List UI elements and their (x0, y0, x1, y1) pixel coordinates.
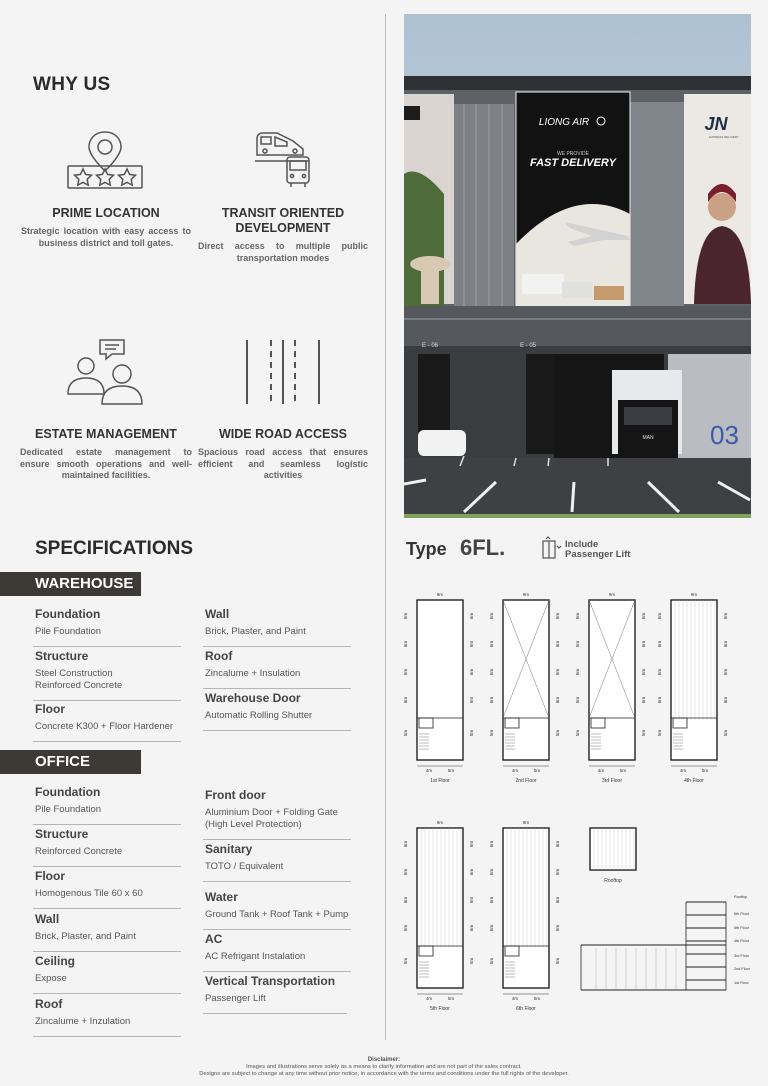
spec-value: Pile Foundation (35, 626, 102, 637)
feature-title: WIDE ROAD ACCESS (218, 427, 347, 441)
dim-depth: 6m (575, 612, 580, 620)
plan-outline (503, 600, 549, 760)
spec-item (35, 954, 185, 985)
feature-transit (198, 206, 368, 264)
dim-depth: 6m (555, 696, 560, 704)
spec-value: Steel Construction Reinforced Concrete (35, 668, 123, 691)
section-level-label: 6th Floor (734, 912, 749, 916)
spec-item (205, 691, 355, 722)
spec-rule (33, 908, 181, 909)
dim-depth: 5m (723, 729, 728, 737)
dim-depth: 6m (641, 668, 646, 676)
spec-label: Warehouse Door (205, 691, 301, 705)
feature-title: PRIME LOCATION (52, 206, 160, 220)
floor-plan (671, 600, 717, 766)
lift-icon (538, 536, 562, 560)
section-level-label: 1st Floor (734, 981, 749, 985)
spec-label: Sanitary (205, 842, 253, 856)
spec-rule (33, 866, 181, 867)
section-level-label: 3rd Floor (734, 954, 750, 958)
dim-depth: 6m (403, 640, 408, 648)
dim-depth: 6m (657, 668, 662, 676)
dim-depth: 6m (575, 640, 580, 648)
spec-item (205, 932, 355, 963)
dim-depth: 5m (555, 957, 560, 965)
dim-bottom: 5m (447, 768, 455, 773)
rooftop-plan (590, 828, 636, 870)
specifications-title: SPECIFICATIONS (35, 538, 193, 559)
dim-width: 9m (522, 820, 530, 825)
rendering-lot-left: E - 06 (422, 343, 439, 349)
spec-label: Floor (35, 869, 65, 883)
dim-depth: 6m (489, 612, 494, 620)
spec-rule (33, 951, 181, 952)
lift-note: Include Passenger Lift (565, 539, 631, 560)
dim-depth: 5m (555, 729, 560, 737)
spec-label: Structure (35, 827, 89, 841)
dim-depth: 5m (575, 729, 580, 737)
feature-estate (20, 427, 192, 482)
plan-outline (417, 828, 463, 988)
spec-item (205, 607, 355, 638)
section-drawing (581, 902, 726, 990)
spec-value: Brick, Plaster, and Paint (205, 626, 306, 637)
dim-depth: 6m (555, 840, 560, 848)
spec-value: Ground Tank + Roof Tank + Pump (205, 909, 349, 920)
spec-rule (33, 1036, 181, 1037)
floor-plan (417, 828, 463, 994)
dim-depth: 6m (403, 668, 408, 676)
spec-item (35, 912, 185, 943)
spec-label: Floor (35, 702, 65, 716)
dim-depth: 6m (469, 668, 474, 676)
floor-label: 5th Floor (430, 1006, 450, 1012)
spec-value: TOTO / Equivalent (205, 861, 284, 872)
train-bus-icon (253, 131, 313, 189)
dim-depth: 6m (469, 640, 474, 648)
spec-label: Roof (35, 997, 63, 1011)
spec-item (35, 649, 185, 692)
rendering-tagline-small: WE PROVIDE (557, 151, 589, 157)
office-band: OFFICE (0, 750, 141, 774)
spec-label: Ceiling (35, 954, 76, 968)
spec-rule (203, 688, 351, 689)
floor-label: 3rd Floor (601, 778, 623, 784)
spec-label: Front door (205, 788, 266, 802)
floor-plan (417, 600, 463, 766)
rendering-brand2-sub: EXPRESS DELIVERY (709, 135, 739, 139)
dim-depth: 6m (403, 896, 408, 904)
dim-depth: 6m (469, 696, 474, 704)
spec-rule (203, 881, 351, 882)
location-pin-stars-icon (66, 128, 144, 192)
floor-label: 4th Floor (684, 778, 704, 784)
spec-item (205, 788, 375, 831)
dim-depth: 6m (403, 924, 408, 932)
dim-depth: 6m (403, 612, 408, 620)
feature-desc: Spacious road access that ensures efficient and seamless logistic activities (198, 447, 368, 480)
dim-depth: 6m (641, 640, 646, 648)
plan-outline (589, 600, 635, 760)
building-rendering (404, 14, 751, 518)
dim-width: 9m (436, 592, 444, 597)
dim-bottom: 4m (679, 768, 687, 773)
dim-depth: 6m (469, 612, 474, 620)
spec-rule (33, 646, 181, 647)
floor-plan (503, 828, 549, 994)
feature-road (198, 427, 368, 482)
rendering-tagline-big: FAST DELIVERY (530, 157, 616, 169)
rendering-lot-right: E - 05 (520, 343, 537, 349)
rooftop-outline (590, 828, 636, 870)
floor-label: 6th Floor (516, 1006, 536, 1012)
spec-rule (33, 824, 181, 825)
spec-value: Zincalume + Inzulation (35, 1016, 131, 1027)
rendering-brand1: LIONG AIR (538, 117, 590, 128)
feature-desc: Strategic location with easy access to business district and toll gates. (21, 226, 191, 248)
dim-depth: 5m (403, 729, 408, 737)
rooftop-label: Rooftop (604, 878, 622, 884)
spec-label: Roof (205, 649, 233, 663)
dim-bottom: 4m (425, 768, 433, 773)
dim-width: 9m (436, 820, 444, 825)
disclaimer (0, 1057, 768, 1078)
dim-depth: 6m (555, 668, 560, 676)
floor-label: 2nd Floor (515, 778, 537, 784)
dim-depth: 6m (469, 924, 474, 932)
spec-label: Vertical Transportation (205, 974, 336, 988)
dim-bottom: 5m (619, 768, 627, 773)
rendering-brand2: JN (704, 114, 728, 134)
dim-width: 9m (690, 592, 698, 597)
dim-depth: 6m (723, 612, 728, 620)
spec-label: Wall (205, 607, 230, 621)
dim-depth: 6m (657, 612, 662, 620)
dim-depth: 6m (489, 640, 494, 648)
dim-bottom: 4m (511, 996, 519, 1001)
people-chat-icon (66, 336, 146, 408)
dim-depth: 6m (489, 840, 494, 848)
dim-depth: 6m (555, 640, 560, 648)
dim-depth: 5m (657, 729, 662, 737)
spec-item (35, 827, 185, 858)
spec-value: Expose (35, 973, 67, 984)
spec-value: Automatic Rolling Shutter (205, 710, 313, 721)
feature-desc: Direct access to multiple public transportation modes (198, 241, 368, 263)
spec-value: Pile Foundation (35, 804, 102, 815)
section-level-label: 5th Floor (734, 926, 749, 930)
dim-depth: 6m (403, 696, 408, 704)
dim-depth: 5m (489, 957, 494, 965)
dim-depth: 6m (469, 868, 474, 876)
spec-value: Passenger Lift (205, 993, 266, 1004)
section-level-label: Rooftop (734, 895, 748, 899)
spec-rule (203, 1013, 347, 1014)
dim-depth: 6m (469, 896, 474, 904)
dim-depth: 6m (641, 696, 646, 704)
dim-depth: 6m (489, 696, 494, 704)
spec-value: Reinforced Concrete (35, 846, 123, 857)
dim-bottom: 4m (597, 768, 605, 773)
dim-width: 9m (608, 592, 616, 597)
dim-depth: 5m (641, 729, 646, 737)
spec-rule (203, 839, 351, 840)
spec-rule (203, 646, 351, 647)
dim-depth: 6m (555, 896, 560, 904)
feature-title: ESTATE MANAGEMENT (35, 427, 177, 441)
dim-depth: 6m (723, 668, 728, 676)
disclaimer-title: Disclaimer: (367, 1057, 401, 1063)
type-label: Type (406, 539, 447, 559)
plan-outline (417, 600, 463, 760)
floor-plan (589, 600, 635, 766)
dim-bottom: 5m (533, 996, 541, 1001)
dim-bottom: 4m (425, 996, 433, 1001)
dim-depth: 6m (657, 696, 662, 704)
feature-prime-location (21, 206, 191, 249)
dim-bottom: 5m (447, 996, 455, 1001)
dim-depth: 6m (555, 612, 560, 620)
dim-bottom: 4m (511, 768, 519, 773)
spec-value: Zincalume + Insulation (205, 668, 301, 679)
spec-item (205, 649, 355, 680)
floor-plan (503, 600, 549, 766)
spec-item (205, 974, 375, 1005)
spec-rule (203, 971, 351, 972)
dim-depth: 5m (469, 957, 474, 965)
dim-depth: 6m (489, 896, 494, 904)
dim-depth: 6m (469, 840, 474, 848)
spec-item (35, 997, 185, 1028)
dim-bottom: 5m (701, 768, 709, 773)
spec-item (35, 702, 185, 733)
floor-label: 1st Floor (430, 778, 450, 784)
disclaimer-line1: Images and illustrations serve solely as a means to clarify information and are not part of the sales contract. (246, 1064, 522, 1070)
dim-depth: 6m (489, 868, 494, 876)
dim-depth: 5m (489, 729, 494, 737)
dim-depth: 6m (555, 868, 560, 876)
feature-desc: Dedicated estate management to ensure smooth operations and well-maintained facilities. (20, 447, 192, 480)
spec-rule (33, 993, 181, 994)
disclaimer-line2: Designs are subject to change at any time without prior notice, in accordance with the terms and conditions under the full rights of the developer. (199, 1071, 569, 1077)
spec-label: Structure (35, 649, 89, 663)
spec-rule (203, 929, 351, 930)
spec-item (35, 785, 185, 816)
spec-rule (33, 700, 181, 701)
section-level-label: 2nd Floor (734, 967, 751, 971)
spec-label: Wall (35, 912, 60, 926)
dim-depth: 6m (575, 668, 580, 676)
spec-label: Water (205, 890, 238, 904)
rendering-number: 03 (710, 420, 739, 450)
spec-label: Foundation (35, 607, 101, 621)
spec-item (35, 607, 185, 638)
spec-value: Concrete K300 + Floor Hardener (35, 721, 174, 732)
dim-depth: 6m (403, 840, 408, 848)
column-divider (385, 14, 386, 1040)
type-value: 6FL. (460, 535, 506, 560)
dim-depth: 6m (403, 868, 408, 876)
dim-width: 9m (522, 592, 530, 597)
dim-depth: 6m (489, 924, 494, 932)
warehouse-band: WAREHOUSE (0, 572, 141, 596)
floor-plans (396, 580, 756, 1020)
spec-rule (203, 730, 351, 731)
plan-outline (503, 828, 549, 988)
spec-rule (33, 741, 181, 742)
dim-depth: 6m (555, 924, 560, 932)
dim-depth: 5m (469, 729, 474, 737)
dim-depth: 6m (575, 696, 580, 704)
spec-value: Brick, Plaster, and Paint (35, 931, 136, 942)
dim-depth: 6m (657, 640, 662, 648)
spec-label: AC (205, 932, 223, 946)
spec-label: Foundation (35, 785, 101, 799)
dim-depth: 6m (723, 696, 728, 704)
spec-item (205, 890, 375, 921)
spec-item (35, 869, 185, 900)
spec-value: AC Refrigant Instalation (205, 951, 306, 962)
plan-outline (671, 600, 717, 760)
spec-item (205, 842, 355, 873)
road-lanes-icon (244, 338, 322, 406)
section-level-label: 4th Floor (734, 939, 749, 943)
dim-depth: 6m (641, 612, 646, 620)
spec-value: Aluminium Door + Folding Gate (High Level Protection) (205, 807, 338, 830)
rendering-truck-brand: MAN (642, 435, 654, 441)
spec-value: Homogenous Tile 60 x 60 (35, 888, 143, 899)
dim-depth: 6m (489, 668, 494, 676)
dim-bottom: 5m (533, 768, 541, 773)
dim-depth: 6m (723, 640, 728, 648)
why-us-title: WHY US (33, 74, 111, 95)
feature-title: TRANSIT ORIENTED DEVELOPMENT (221, 206, 345, 235)
dim-depth: 5m (403, 957, 408, 965)
